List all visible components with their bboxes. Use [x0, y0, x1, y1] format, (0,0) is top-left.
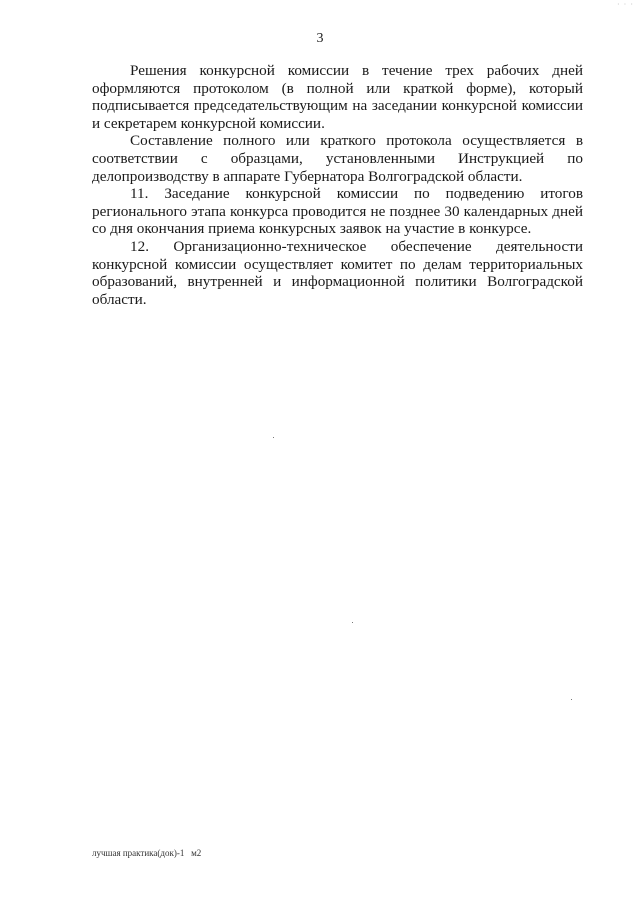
page-number: 3 [316, 31, 324, 46]
scan-speck [352, 622, 353, 623]
scan-corner-mark: · · · [617, 0, 634, 9]
paragraph-protocol-decisions: Решения конкурсной комиссии в течение трех рабочих дней оформляются протоколом (в полной или краткой форме), который подписывается председательствующим на заседании конкурсной комиссии и секретарем конкурсной комиссии. [92, 62, 583, 132]
paragraph-protocol-drafting: Составление полного или краткого протокола осуществляется в соответствии с образцами, установленными Инструкцией по делопроизводству в аппарате Губернатора Волгоградской области. [92, 132, 583, 185]
scan-speck [571, 699, 572, 700]
paragraph-item-11: 11. Заседание конкурсной комиссии по подведению итогов регионального этапа конкурса проводится не позднее 30 календарных дней со дня окончания приема конкурсных заявок на участие в конкурсе. [92, 185, 583, 238]
paragraph-item-12: 12. Организационно-техническое обеспечение деятельности конкурсной комиссии осуществляет комитет по делам территориальных образований, внутренней и информационной политики Волгоградской области. [92, 237, 583, 308]
document-body [92, 62, 583, 308]
scan-speck [273, 437, 274, 438]
footer-file-name: лучшая практика(док)-1 [92, 848, 185, 858]
footer-file-label [92, 847, 201, 859]
footer-version: м2 [191, 848, 202, 858]
